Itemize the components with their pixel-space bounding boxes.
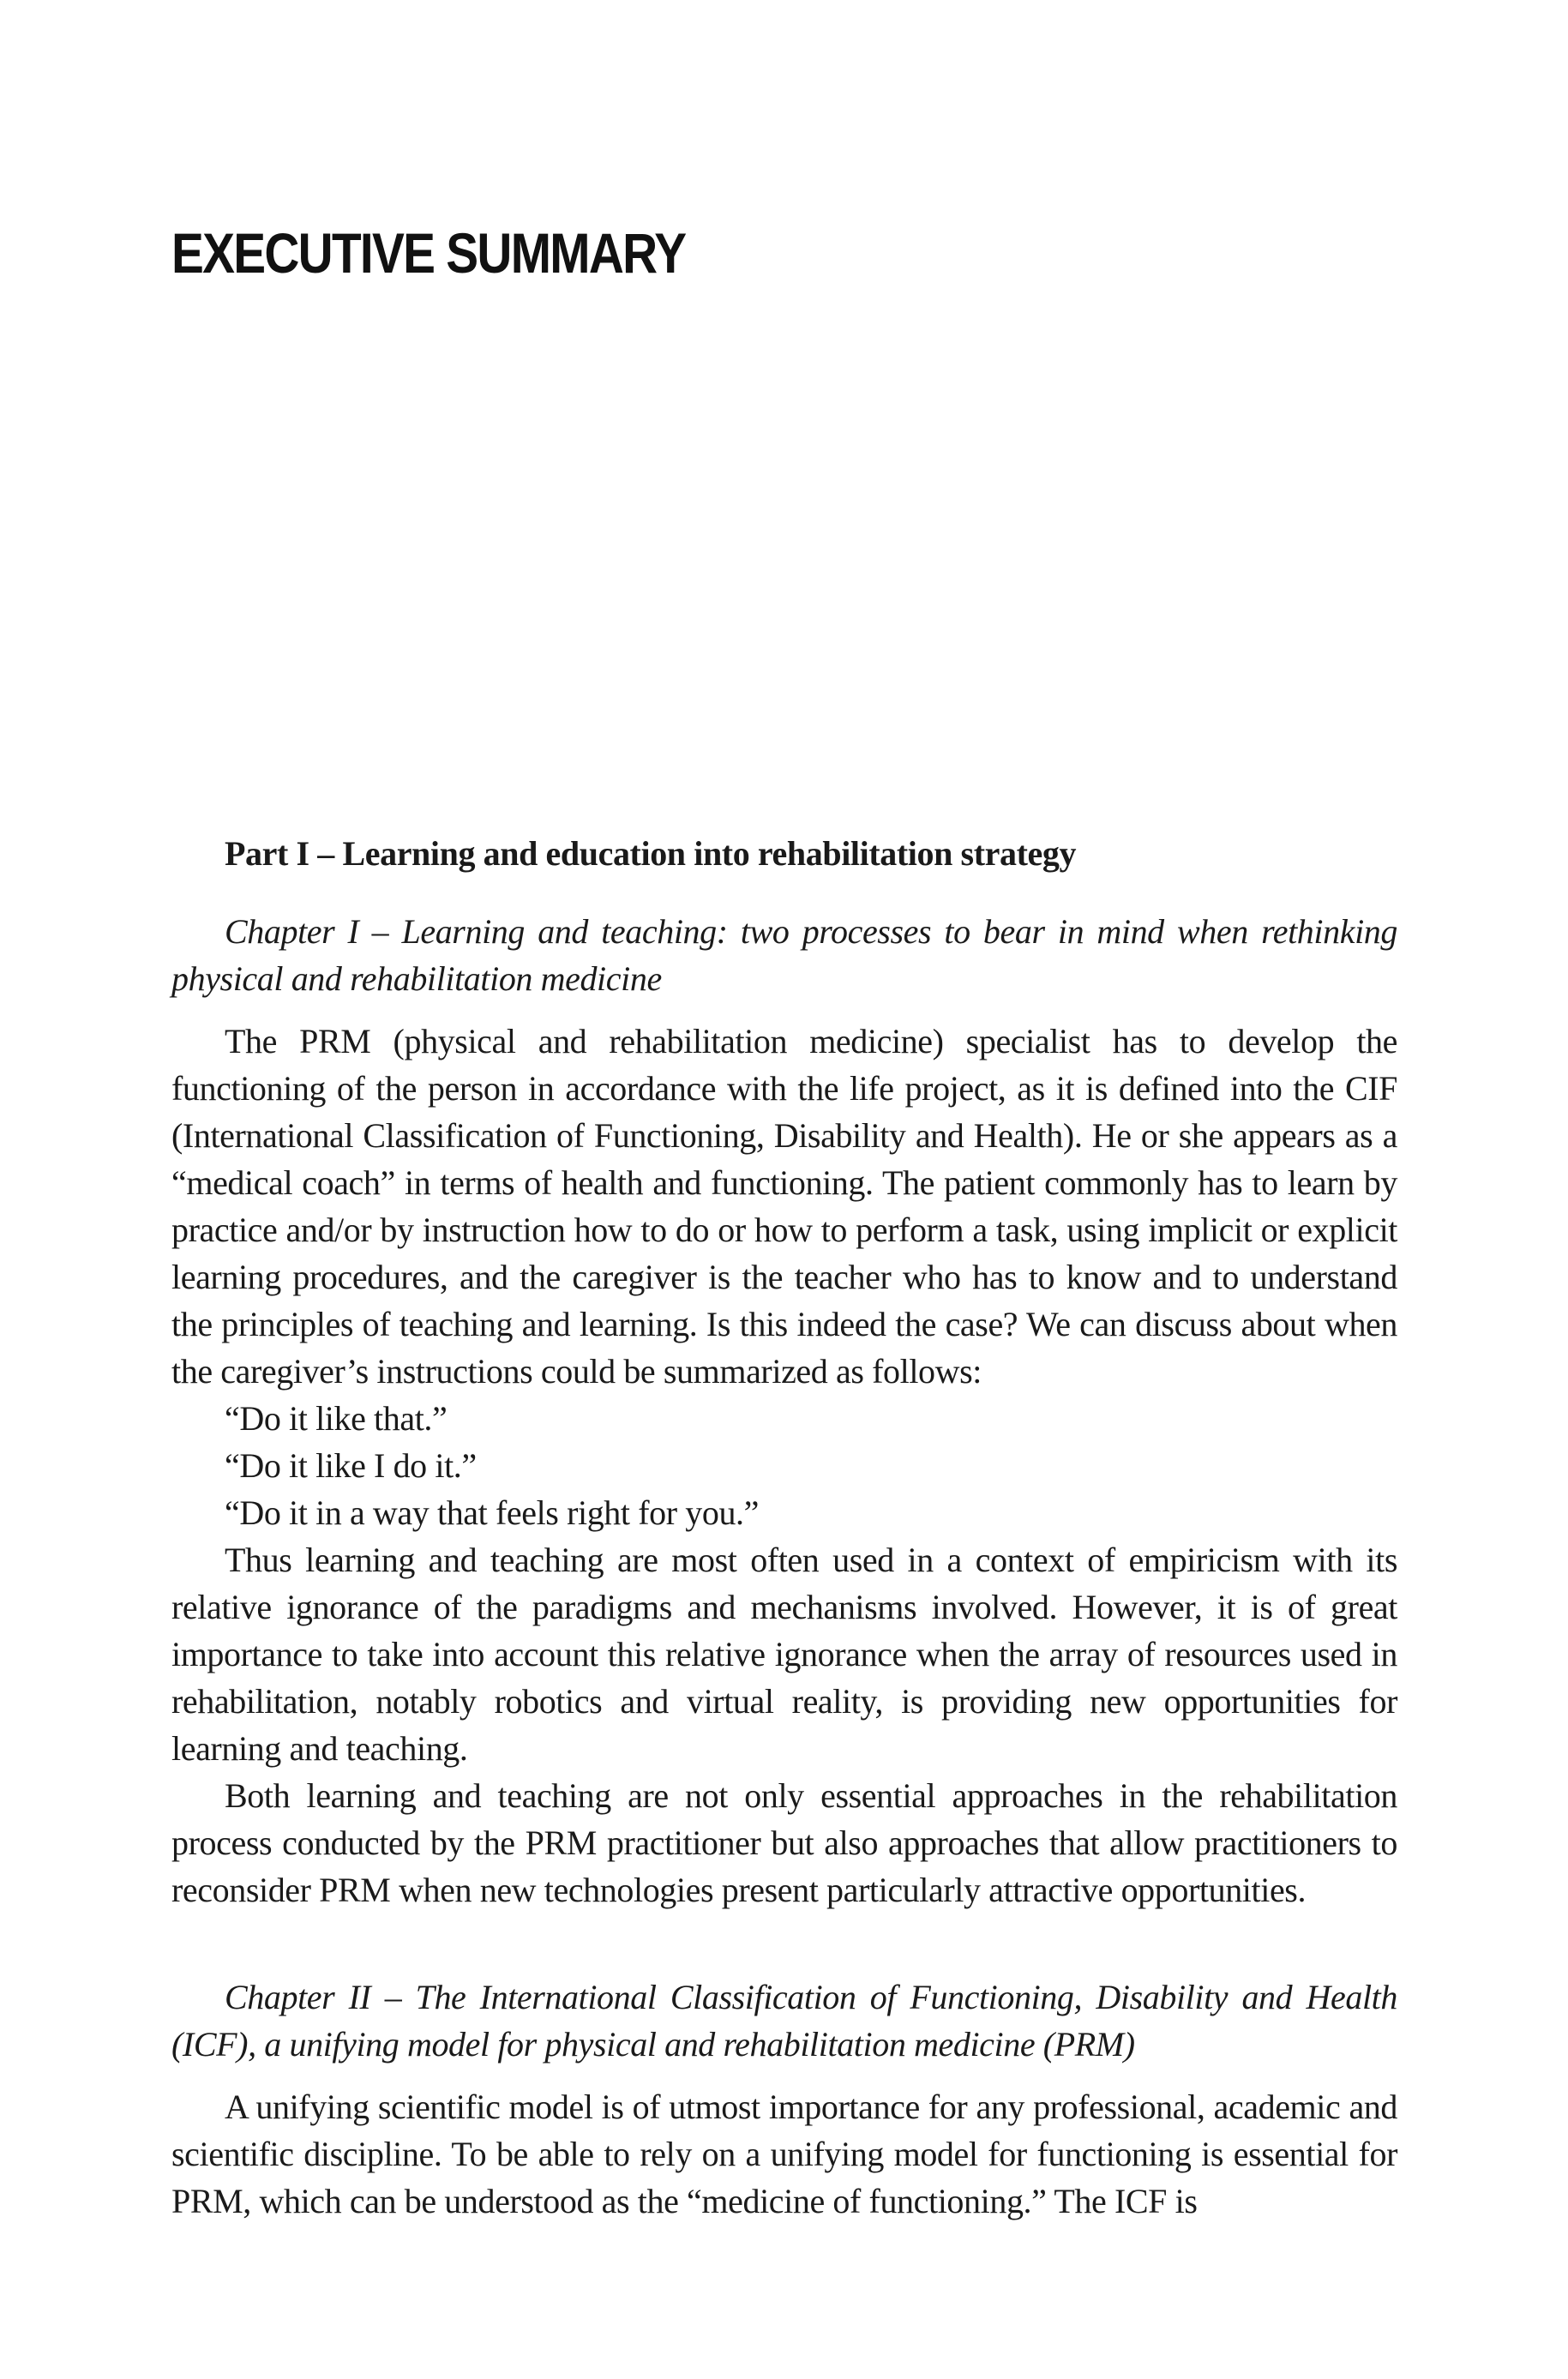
page-title: EXECUTIVE SUMMARY <box>171 221 686 285</box>
chapter-2-paragraph-1: A unifying scientific model is of utmost importance for any professional, academic and scientific discipline. To be able to rely on a unifying model for functioning is essential for PRM, which can be understood as the “medicine of functioning.” The ICF is <box>171 2088 1397 2220</box>
chapter-1-paragraph-2: Thus learning and teaching are most often used in a context of empiricism with its relative ignorance of the paradigms and mechanisms involved. However, it is of great importance to take into account this relative ignorance when the array of resources used in rehabilitation, notably robotics and virtual reality, is providing new opportunities for learning and teaching. <box>171 1541 1397 1768</box>
chapter-2-heading: Chapter II – The International Classification of Functioning, Disability and Health (ICF), a unifying model for physical and rehabilitation medicine (PRM) <box>171 1978 1397 2064</box>
section-spacer <box>171 1913 1397 1973</box>
chapter-1-heading: Chapter I – Learning and teaching: two processes to bear in mind when rethinking physical and rehabilitation medicine <box>171 912 1397 998</box>
quote-line-2: “Do it like I do it.” <box>225 1446 477 1485</box>
quote-line-1: “Do it like that.” <box>225 1399 448 1438</box>
quote-line-3: “Do it in a way that feels right for you.” <box>225 1493 760 1532</box>
chapter-1-paragraph-3: Both learning and teaching are not only essential approaches in the rehabilitation process conducted by the PRM practitioner but also approaches that allow practitioners to reconsider PRM when new technologies present particularly attractive opportunities. <box>171 1776 1397 1909</box>
part-heading: Part I – Learning and education into rehabilitation strategy <box>225 834 1077 873</box>
document-body <box>171 830 1397 2225</box>
chapter-1-paragraph-1: The PRM (physical and rehabilitation medicine) specialist has to develop the functioning of the person in accordance with the life project, as it is defined into the CIF (International Classification of Functioning, Disability and Health). He or she appears as a “medical coach” in terms of health and functioning. The patient commonly has to learn by practice and/or by instruction how to do or how to perform a task, using implicit or explicit learning procedures, and the caregiver is the teacher who has to know and to understand the principles of teaching and learning. Is this indeed the case? We can discuss about when the caregiver’s instructions could be summarized as follows: <box>171 1022 1397 1391</box>
